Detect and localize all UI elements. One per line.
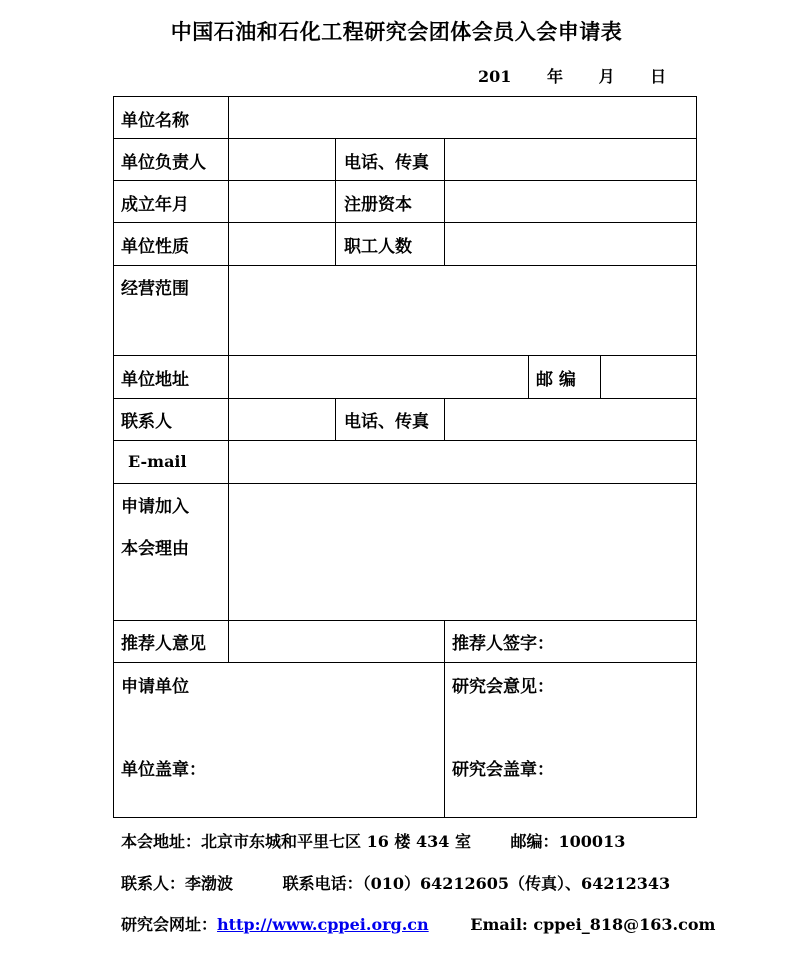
row-line (113, 483, 697, 484)
label-postcode: 邮 编 (536, 370, 576, 390)
label-institute-seal: 研究会盖章： (452, 760, 554, 780)
footer-contact-line (121, 871, 670, 894)
footer-email: Email: cppei_818@163.com (470, 915, 716, 934)
row-line (113, 180, 697, 181)
label-contact-person: 联系人 (121, 412, 172, 432)
label-email: E-mail (128, 452, 187, 471)
row-line (113, 662, 697, 663)
footer-contact: 联系人：李渤波 (121, 874, 234, 893)
col-line (528, 355, 529, 398)
date-day-label: 日 (650, 67, 667, 86)
application-form (113, 96, 697, 818)
date-month-label: 月 (598, 67, 615, 86)
label-founded: 成立年月 (121, 195, 189, 215)
date-year-label: 年 (546, 67, 563, 86)
col-line (600, 355, 601, 398)
footer-address-line (121, 829, 625, 852)
label-recommender-sign: 推荐人签字： (452, 634, 554, 654)
label-employee-count: 职工人数 (344, 237, 412, 257)
col-line (228, 96, 229, 662)
footer-phone: 联系电话：（010）64212605（传真）、64212343 (282, 874, 671, 893)
label-phone-fax-1: 电话、传真 (344, 153, 429, 173)
form-title: 中国石油和石化工程研究会团体会员入会申请表 (170, 19, 623, 44)
col-line (444, 662, 445, 818)
col-line (335, 398, 336, 440)
label-reason-line1: 申请加入 (121, 497, 189, 517)
col-line (444, 398, 445, 440)
footer-website-link[interactable]: http://www.cppei.org.cn (217, 915, 429, 934)
label-unit-nature: 单位性质 (121, 237, 189, 257)
label-business-scope: 经营范围 (121, 279, 189, 299)
label-unit-seal: 单位盖章： (121, 760, 206, 780)
col-line (335, 138, 336, 265)
footer-postcode: 邮编：100013 (510, 832, 626, 851)
row-line (113, 265, 697, 266)
row-line (113, 620, 697, 621)
row-line (113, 138, 697, 139)
label-unit-name: 单位名称 (121, 111, 189, 131)
label-applicant-unit: 申请单位 (121, 677, 189, 697)
footer-website-label: 研究会网址： (121, 915, 218, 934)
label-unit-address: 单位地址 (121, 370, 189, 390)
date-year-prefix: 201 (478, 67, 512, 86)
label-reason-line2: 本会理由 (121, 539, 189, 559)
row-line (113, 440, 697, 441)
date-line (478, 64, 666, 87)
footer-address: 本会地址：北京市东城和平里七区 16 楼 434 室 (121, 832, 471, 851)
col-line (444, 620, 445, 662)
col-line (444, 138, 445, 265)
label-unit-head: 单位负责人 (121, 153, 206, 173)
label-registered-capital: 注册资本 (344, 195, 412, 215)
label-institute-opinion: 研究会意见： (452, 677, 554, 697)
label-recommender-opinion: 推荐人意见 (121, 634, 206, 654)
row-line (113, 355, 697, 356)
label-phone-fax-2: 电话、传真 (344, 412, 429, 432)
row-line (113, 398, 697, 399)
footer-web-line (121, 912, 715, 935)
row-line (113, 222, 697, 223)
